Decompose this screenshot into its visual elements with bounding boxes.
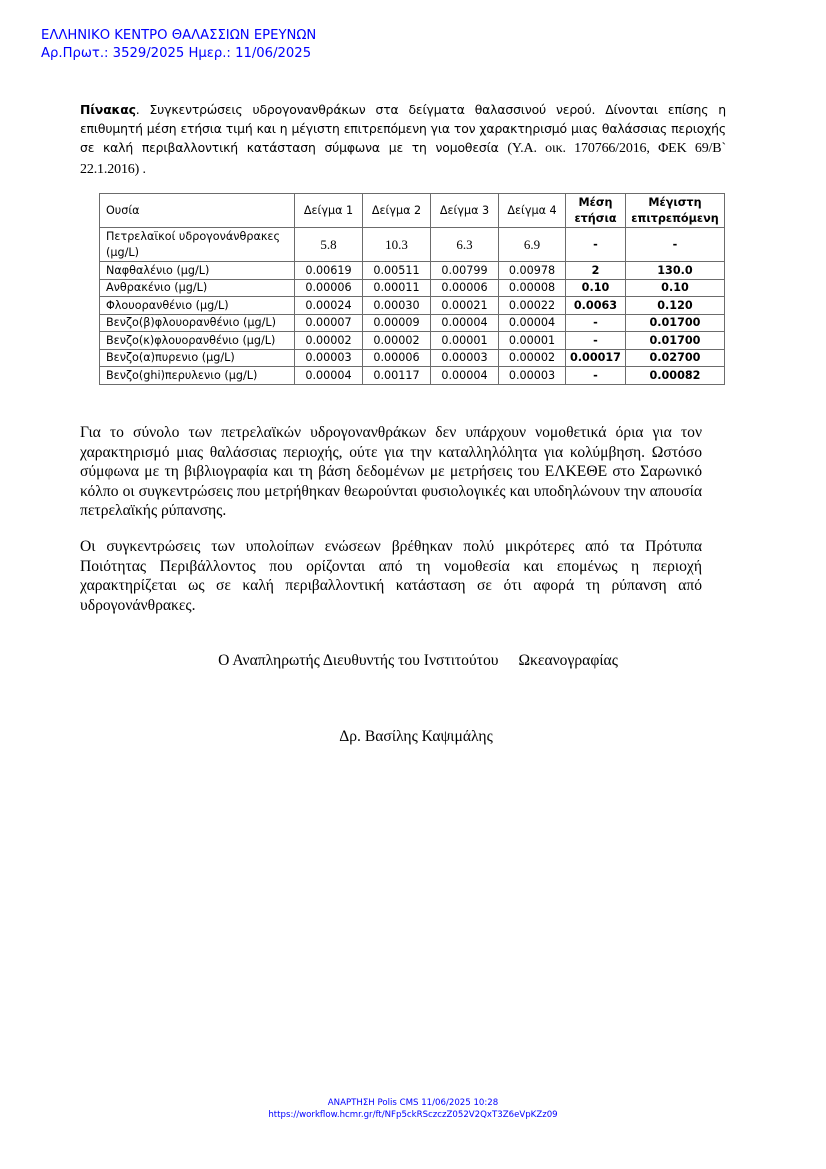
substance-name: Φλουορανθένιο (μg/L) [100, 297, 295, 315]
organization-name: ΕΛΛΗΝΙΚΟ ΚΕΝΤΡΟ ΘΑΛΑΣΣΙΩΝ ΕΡΕΥΝΩΝ [41, 28, 317, 43]
substance-name: Ναφθαλένιο (μg/L) [100, 262, 295, 280]
sample-3-value: 0.00004 [431, 367, 499, 385]
sample-2-value: 0.00011 [363, 279, 431, 297]
paragraph-petroleum-hydrocarbons: Για το σύνολο των πετρελαϊκών υδρογονανθράκων δεν υπάρχουν νομοθετικά όρια για τον χαρακτηρισμό μιας θαλάσσιας περιοχής, ούτε για την καταλληλόλητα για κολύμβηση. Ωστόσο σύμφωνα με τη βιβλιογραφία και τη βάση δεδομένων με μετρήσεις του ΕΛΚΕΘΕ στο Σαρωνικό κόλπο οι συγκεντρώσεις που μετρήθηκαν θεωρούνται φυσιολογικές και υποδηλώνουν την απουσία πετρελαϊκής ρύπανσης. [80, 424, 702, 520]
max-allowed-value: 0.01700 [625, 314, 724, 332]
sample-4-value: 0.00002 [499, 349, 566, 367]
protocol-number: Αρ.Πρωτ.: 3529/2025 Ημερ.: 11/06/2025 [41, 46, 312, 61]
sample-3-value: 6.3 [431, 228, 499, 262]
header-sample-1: Δείγμα 1 [295, 194, 363, 228]
annual-mean-value: 0.0063 [566, 297, 626, 315]
table-row [100, 262, 725, 280]
substance-name: Βενζο(β)φλουορανθένιο (μg/L) [100, 314, 295, 332]
sample-4-value: 0.00001 [499, 332, 566, 350]
sample-3-value: 0.00003 [431, 349, 499, 367]
sample-3-value: 0.00004 [431, 314, 499, 332]
annual-mean-value: 0.00017 [566, 349, 626, 367]
sample-2-value: 10.3 [363, 228, 431, 262]
max-allowed-value: - [625, 228, 724, 262]
sample-3-value: 0.00799 [431, 262, 499, 280]
annual-mean-value: 2 [566, 262, 626, 280]
sample-3-value: 0.00006 [431, 279, 499, 297]
document-header [41, 27, 316, 63]
sample-1-value: 0.00619 [295, 262, 363, 280]
annual-mean-value: - [566, 314, 626, 332]
header-annual-mean: Μέση ετήσια [566, 194, 626, 228]
table-row [100, 332, 725, 350]
header-substance: Ουσία [100, 194, 295, 228]
substance-name: Πετρελαϊκοί υδρογονάνθρακες (μg/L) [100, 228, 295, 262]
sample-4-value: 0.00022 [499, 297, 566, 315]
sample-2-value: 0.00006 [363, 349, 431, 367]
table-row [100, 367, 725, 385]
max-allowed-value: 0.00082 [625, 367, 724, 385]
sample-4-value: 0.00008 [499, 279, 566, 297]
hydrocarbon-table [99, 193, 725, 385]
caption-reference: (Υ.Α. οικ. 170766/2016, ΦΕΚ 69/Β` 22.1.2016) . [80, 141, 726, 177]
table-caption [80, 100, 726, 179]
sample-2-value: 0.00002 [363, 332, 431, 350]
sample-1-value: 0.00003 [295, 349, 363, 367]
sample-3-value: 0.00001 [431, 332, 499, 350]
header-sample-2: Δείγμα 2 [363, 194, 431, 228]
annual-mean-value: - [566, 332, 626, 350]
posting-url[interactable]: https://workflow.hcmr.gr/ft/NFp5ckRSczczZ052V2QxT3Z6eVpKZz09 [268, 1110, 558, 1120]
annual-mean-value: 0.10 [566, 279, 626, 297]
sample-2-value: 0.00030 [363, 297, 431, 315]
annual-mean-value: - [566, 367, 626, 385]
table-row [100, 314, 725, 332]
caption-label: Πίνακας [80, 102, 136, 117]
substance-name: Ανθρακένιο (μg/L) [100, 279, 295, 297]
sample-1-value: 0.00007 [295, 314, 363, 332]
max-allowed-value: 0.01700 [625, 332, 724, 350]
table-row [100, 228, 725, 262]
table-header-row [100, 194, 725, 228]
sample-4-value: 0.00004 [499, 314, 566, 332]
sample-1-value: 0.00004 [295, 367, 363, 385]
max-allowed-value: 0.02700 [625, 349, 724, 367]
posting-footer [0, 1097, 826, 1121]
header-max-allowed: Μέγιστη επιτρεπόμενη [625, 194, 724, 228]
signatory-title-part1: Ο Αναπληρωτής Διευθυντής του Ινστιτούτου [218, 652, 499, 669]
substance-name: Βενζο(ghi)περυλενιο (μg/L) [100, 367, 295, 385]
signatory-name: Δρ. Βασίλης Καψιμάλης [339, 728, 493, 745]
substance-name: Βενζο(κ)φλουορανθένιο (μg/L) [100, 332, 295, 350]
max-allowed-value: 130.0 [625, 262, 724, 280]
paragraph-other-compounds: Οι συγκεντρώσεις των υπολοίπων ενώσεων βρέθηκαν πολύ μικρότερες από τα Πρότυπα Ποιότητας Περιβάλλοντος που ορίζονται από τη νομοθεσία και επομένως η περιοχή χαρακτηρίζεται ως σε καλή περιβαλλοντική κατάσταση σε ότι αφορά τη ρύπανση από υδρογονάνθρακες. [80, 538, 702, 614]
substance-name: Βενζο(α)πυρενιο (μg/L) [100, 349, 295, 367]
sample-1-value: 5.8 [295, 228, 363, 262]
sample-2-value: 0.00511 [363, 262, 431, 280]
table-row [100, 279, 725, 297]
max-allowed-value: 0.120 [625, 297, 724, 315]
sample-1-value: 0.00006 [295, 279, 363, 297]
table-row [100, 349, 725, 367]
sample-4-value: 0.00978 [499, 262, 566, 280]
sample-2-value: 0.00117 [363, 367, 431, 385]
max-allowed-value: 0.10 [625, 279, 724, 297]
header-sample-3: Δείγμα 3 [431, 194, 499, 228]
annual-mean-value: - [566, 228, 626, 262]
header-sample-4: Δείγμα 4 [499, 194, 566, 228]
sample-3-value: 0.00021 [431, 297, 499, 315]
posting-info: ΑΝΑΡΤΗΣΗ Polis CMS 11/06/2025 10:28 [327, 1098, 499, 1108]
table-row [100, 297, 725, 315]
sample-4-value: 6.9 [499, 228, 566, 262]
sample-1-value: 0.00002 [295, 332, 363, 350]
signatory-title-part2: Ωκεανογραφίας [518, 652, 618, 669]
signatory-title [0, 652, 826, 670]
sample-4-value: 0.00003 [499, 367, 566, 385]
caption-text: . Συγκεντρώσεις υδρογονανθράκων στα δείγματα θαλασσινού νερού. Δίνονται επίσης η επιθυμητή μέση ετήσια τιμή και η μέγιστη επιτρεπόμενη για τον χαρακτηρισμό μιας θαλάσσιας περιοχής σε καλή περιβαλλοντική κατάσταση σύμφωνα με τη νομοθεσία [80, 102, 726, 156]
sample-2-value: 0.00009 [363, 314, 431, 332]
sample-1-value: 0.00024 [295, 297, 363, 315]
